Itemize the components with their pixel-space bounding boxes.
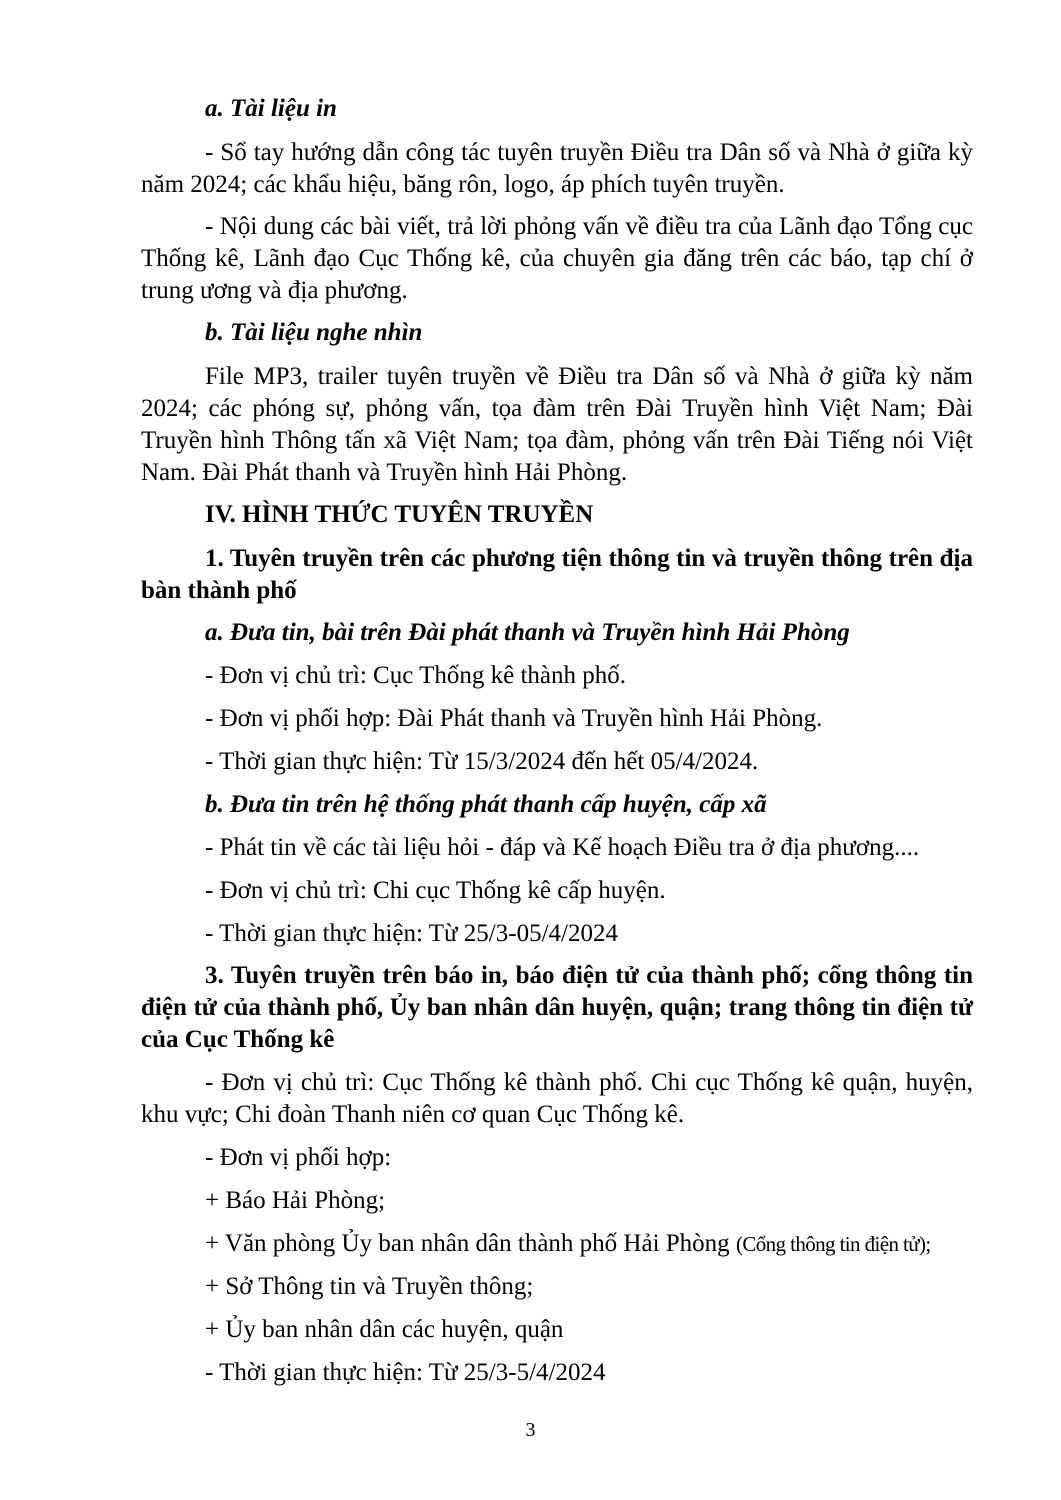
page-number: 3: [525, 1419, 536, 1441]
subheading-local-broadcast: b. Đưa tin trên hệ thống phát thanh cấp huyện, cấp xã: [205, 791, 767, 818]
subheading-printed-materials: a. Tài liệu in: [205, 95, 337, 122]
partner-item-portal-note: (Cổng thông tin điện tử);: [735, 1232, 931, 1256]
partner-item-district-committees: + Ủy ban nhân dân các huyện, quận: [205, 1316, 564, 1343]
radio-tv-host-unit: - Đơn vị chủ trì: Cục Thống kê thành phố.: [205, 662, 627, 689]
radio-tv-timeframe: - Thời gian thực hiện: Từ 15/3/2024 đến hết 05/4/2024.: [205, 748, 759, 775]
section-heading-iv: IV. HÌNH THỨC TUYÊN TRUYỀN: [205, 501, 594, 528]
press-partner-label: - Đơn vị phối hợp:: [205, 1144, 392, 1171]
section-1-heading-line-1: 1. Tuyên truyền trên các phương tiện thông tin và truyền thông trên địa: [205, 545, 973, 572]
partner-item-hai-phong-newspaper: + Báo Hải Phòng;: [205, 1187, 386, 1214]
paragraph-handbook-line-2: năm 2024; các khẩu hiệu, băng rôn, logo, áp phích tuyên truyền.: [141, 171, 785, 198]
section-3-heading-line-2: điện tử của thành phố, Ủy ban nhân dân huyện, quận; trang thông tin điện tử: [141, 994, 973, 1021]
subheading-radio-tv: a. Đưa tin, bài trên Đài phát thanh và Truyền hình Hải Phòng: [205, 619, 850, 646]
paragraph-articles-line-2: Thống kê, Lãnh đạo Cục Thống kê, của chuyên gia đăng trên các báo, tạp chí ở: [141, 245, 973, 272]
local-broadcast-timeframe: - Thời gian thực hiện: Từ 25/3-05/4/2024: [205, 920, 618, 947]
paragraph-articles-line-1: - Nội dung các bài viết, trả lời phỏng vấn về điều tra của Lãnh đạo Tổng cục: [205, 213, 973, 240]
paragraph-audiovisual-line-1: File MP3, trailer tuyên truyền về Điều tra Dân số và Nhà ở giữa kỳ năm: [205, 363, 973, 390]
partner-item-city-peoples-committee-text: + Văn phòng Ủy ban nhân dân thành phố Hải Phòng: [205, 1230, 736, 1257]
press-host-unit-line-1: - Đơn vị chủ trì: Cục Thống kê thành phố. Chi cục Thống kê quận, huyện,: [205, 1069, 973, 1096]
section-3-heading-line-3: của Cục Thống kê: [141, 1026, 335, 1053]
paragraph-audiovisual-line-2: 2024; các phóng sự, phỏng vấn, tọa đàm trên Đài Truyền hình Việt Nam; Đài: [141, 395, 973, 422]
partner-item-dept-information: + Sở Thông tin và Truyền thông;: [205, 1273, 534, 1300]
partner-item-city-peoples-committee: [205, 1227, 973, 1261]
section-1-heading-line-2: bàn thành phố: [141, 577, 297, 604]
paragraph-articles-line-3: trung ương và địa phương.: [141, 277, 408, 304]
local-broadcast-content: - Phát tin về các tài liệu hỏi - đáp và Kế hoạch Điều tra ở địa phương....: [205, 834, 920, 861]
press-timeframe: - Thời gian thực hiện: Từ 25/3-5/4/2024: [205, 1359, 606, 1386]
section-3-heading-line-1: 3. Tuyên truyền trên báo in, báo điện tử của thành phố; cổng thông tin: [205, 962, 973, 989]
paragraph-audiovisual-line-4: Nam. Đài Phát thanh và Truyền hình Hải Phòng.: [141, 459, 628, 486]
subheading-audiovisual-materials: b. Tài liệu nghe nhìn: [205, 319, 423, 346]
local-broadcast-host-unit: - Đơn vị chủ trì: Chi cục Thống kê cấp huyện.: [205, 877, 666, 904]
press-host-unit-line-2: khu vực; Chi đoàn Thanh niên cơ quan Cục Thống kê.: [141, 1101, 685, 1128]
radio-tv-partner-unit: - Đơn vị phối hợp: Đài Phát thanh và Truyền hình Hải Phòng.: [205, 705, 823, 732]
paragraph-audiovisual-line-3: Truyền hình Thông tấn xã Việt Nam; tọa đàm, phỏng vấn trên Đài Tiếng nói Việt: [141, 427, 973, 454]
paragraph-handbook-line-1: - Sổ tay hướng dẫn công tác tuyên truyền Điều tra Dân số và Nhà ở giữa kỳ: [205, 139, 973, 166]
